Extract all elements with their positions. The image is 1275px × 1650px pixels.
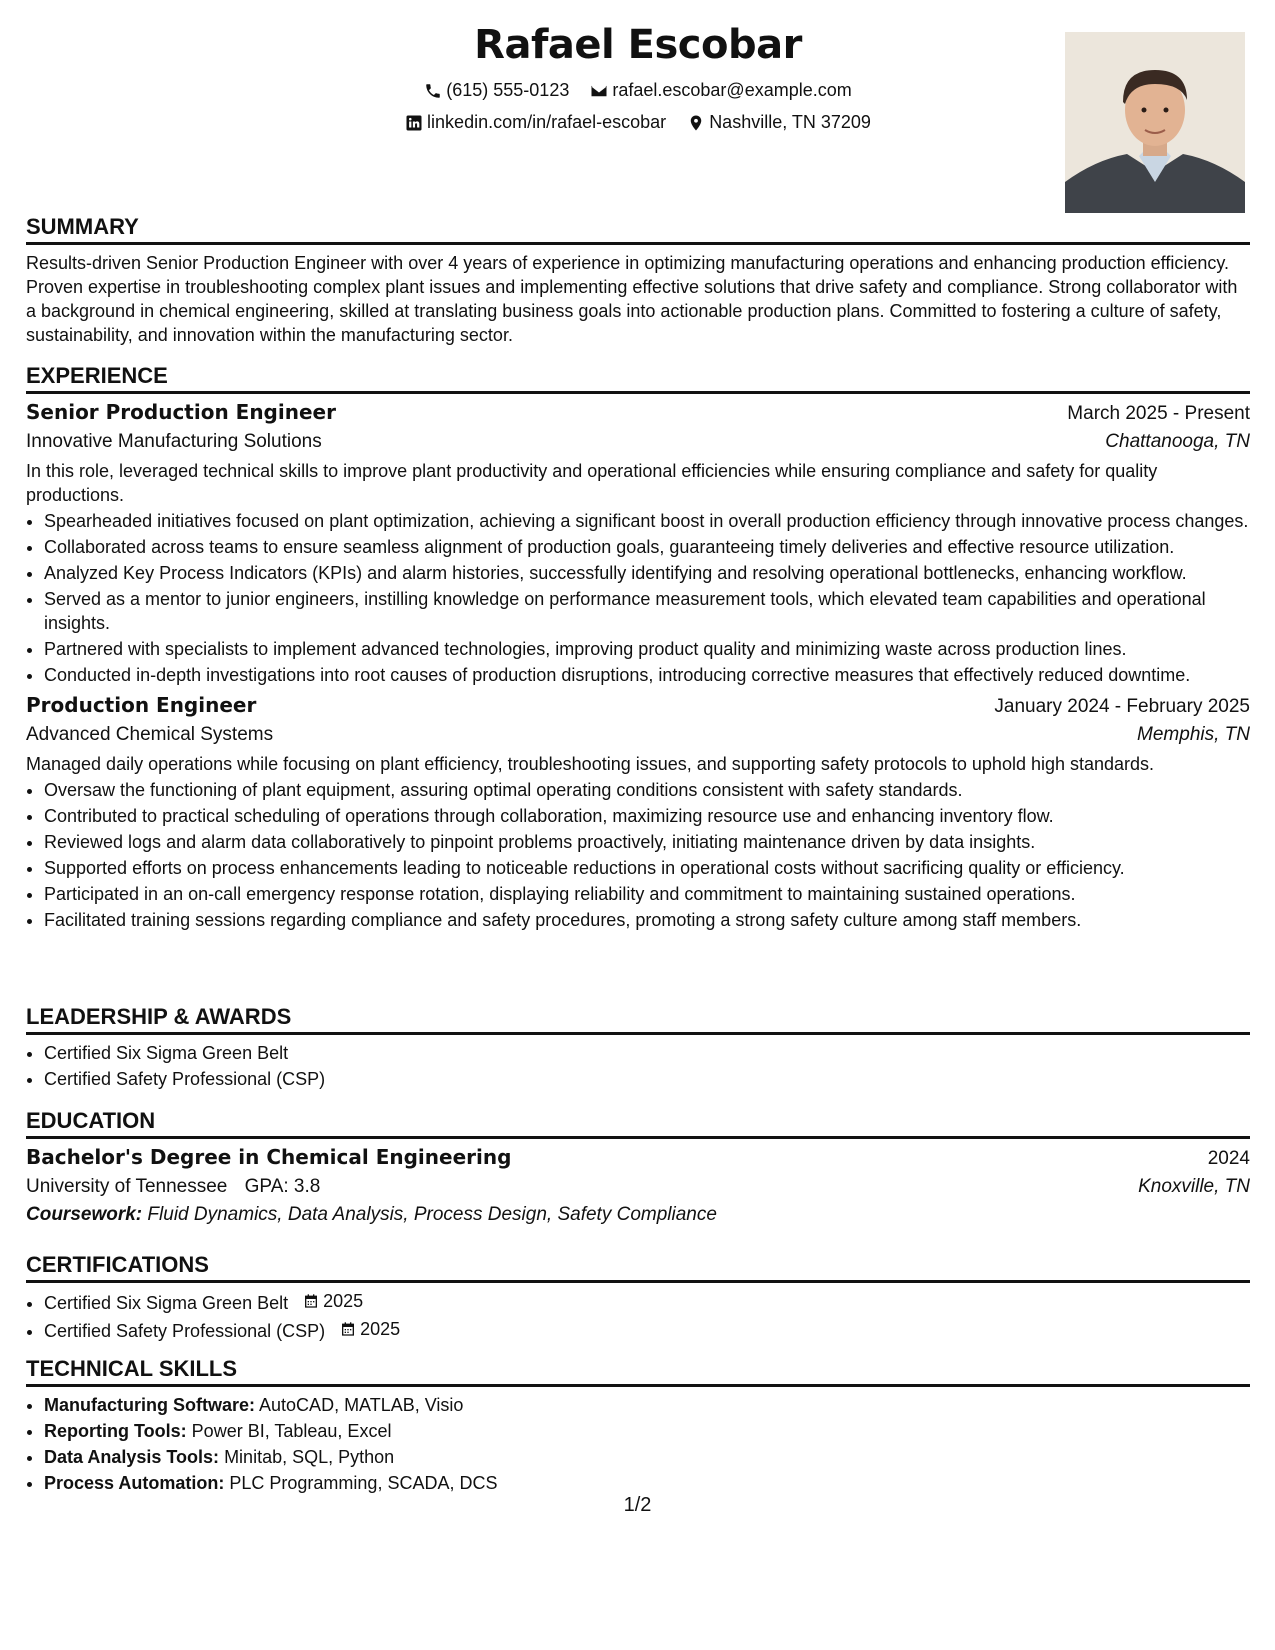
candidate-name: Rafael Escobar	[474, 22, 802, 68]
list-item: • Contributed to practical scheduling of operations through collaboration, maximizing resource use and enhancing inventory flow.	[44, 804, 1250, 828]
list-item	[44, 1317, 1250, 1343]
page-number: 1/2	[623, 1494, 652, 1516]
school-location: Knoxville, TN	[1138, 1176, 1250, 1197]
list-item: • Supported efforts on process enhancements leading to noticeable reductions in operational costs without sacrificing quality or efficiency.	[44, 856, 1250, 880]
list-item: • Spearheaded initiatives focused on plant optimization, achieving a significant boost in overall production efficiency through innovative process changes.	[44, 509, 1250, 533]
list-item: • Oversaw the functioning of plant equipment, assuring optimal operating conditions consistent with safety standards.	[44, 778, 1250, 802]
list-item: • Certified Safety Professional (CSP)	[44, 1067, 1250, 1091]
education-heading: EDUCATION	[26, 1108, 1250, 1139]
certification-year: 2025	[360, 1319, 401, 1339]
profile-portrait-image	[1065, 32, 1245, 213]
job-title: Senior Production Engineer	[26, 400, 336, 424]
job-title: Production Engineer	[26, 693, 257, 717]
company-name: Advanced Chemical Systems	[26, 724, 274, 745]
skill-category: Manufacturing Software:	[44, 1395, 256, 1415]
skills-heading: TECHNICAL SKILLS	[26, 1356, 1250, 1387]
job-location: Chattanooga, TN	[1105, 431, 1250, 452]
experience-section	[26, 363, 1250, 934]
awards-section	[26, 1004, 1250, 1093]
coursework-list: Fluid Dynamics, Data Analysis, Process Design, Safety Compliance	[147, 1204, 717, 1225]
list-item	[44, 1289, 1250, 1315]
calendar-icon	[340, 1321, 356, 1337]
skills-list	[26, 1393, 1250, 1495]
skill-category: Data Analysis Tools:	[44, 1447, 220, 1467]
job-description: Managed daily operations while focusing on plant efficiency, troubleshooting issues, and supporting safety protocols to uphold high standards.	[26, 754, 1155, 774]
location-text: Nashville, TN 37209	[709, 112, 871, 132]
phone-icon	[424, 82, 442, 100]
profile-photo	[1065, 32, 1245, 213]
job-description: In this role, leveraged technical skills to improve plant productivity and operational efficiencies while ensuring compliance and safety for quality productions.	[26, 461, 1158, 505]
list-item: • Certified Six Sigma Green Belt	[44, 1041, 1250, 1065]
linkedin-icon	[405, 114, 423, 132]
skill-values: Minitab, SQL, Python	[224, 1447, 395, 1467]
calendar-icon	[303, 1293, 319, 1309]
gpa-text: GPA: 3.8	[244, 1176, 321, 1197]
coursework-label: Coursework:	[26, 1204, 143, 1225]
skill-values: PLC Programming, SCADA, DCS	[229, 1473, 498, 1493]
list-item: • Facilitated training sessions regarding compliance and safety procedures, promoting a strong safety culture among staff members.	[44, 908, 1250, 932]
job-entry	[26, 693, 1250, 932]
email-contact[interactable]	[590, 80, 851, 101]
list-item: • Conducted in-depth investigations into root causes of production disruptions, introducing corrective measures that effectively reduced downtime.	[44, 663, 1250, 687]
envelope-icon	[590, 82, 608, 100]
linkedin-contact[interactable]	[405, 112, 666, 133]
list-item: • Collaborated across teams to ensure seamless alignment of production goals, guaranteeing timely deliveries and effective resource utilization.	[44, 535, 1250, 559]
job-entry	[26, 400, 1250, 687]
job-bullets	[26, 509, 1250, 687]
map-pin-icon	[687, 114, 705, 132]
list-item	[44, 1471, 1250, 1495]
certification-year: 2025	[323, 1291, 364, 1311]
skill-category: Reporting Tools:	[44, 1421, 187, 1441]
list-item: • Participated in an on-call emergency response rotation, displaying reliability and commitment to maintaining sustained operations.	[44, 882, 1250, 906]
coursework-line	[26, 1204, 1250, 1226]
skill-category: Process Automation:	[44, 1473, 225, 1493]
awards-list	[26, 1041, 1250, 1091]
phone-number: (615) 555-0123	[446, 80, 570, 100]
awards-heading: LEADERSHIP & AWARDS	[26, 1004, 1250, 1035]
school-name: University of Tennessee	[26, 1176, 228, 1197]
certifications-section	[26, 1252, 1250, 1345]
phone-contact	[424, 80, 569, 101]
certifications-list	[26, 1289, 1250, 1343]
list-item	[44, 1419, 1250, 1443]
list-item: • Analyzed Key Process Indicators (KPIs) and alarm histories, successfully identifying and resolving operational bottlenecks, enhancing workflow.	[44, 561, 1250, 585]
list-item: • Partnered with specialists to implement advanced technologies, improving product quality and minimizing waste across production lines.	[44, 637, 1250, 661]
certifications-heading: CERTIFICATIONS	[26, 1252, 1250, 1283]
certification-name: Certified Safety Professional (CSP)	[44, 1321, 326, 1341]
degree-name: Bachelor's Degree in Chemical Engineering	[26, 1145, 512, 1169]
company-name: Innovative Manufacturing Solutions	[26, 431, 322, 452]
job-dates: January 2024 - February 2025	[994, 696, 1250, 717]
graduation-year: 2024	[1207, 1148, 1250, 1169]
list-item: • Reviewed logs and alarm data collaboratively to pinpoint problems proactively, initiating maintenance driven by data insights.	[44, 830, 1250, 854]
resume-header	[26, 0, 1250, 220]
skill-values: AutoCAD, MATLAB, Visio	[259, 1395, 464, 1415]
skill-values: Power BI, Tableau, Excel	[191, 1421, 392, 1441]
experience-heading: EXPERIENCE	[26, 363, 1250, 394]
list-item	[44, 1393, 1250, 1417]
list-item	[44, 1445, 1250, 1469]
skills-section	[26, 1356, 1250, 1497]
certification-name: Certified Six Sigma Green Belt	[44, 1293, 289, 1313]
summary-heading: SUMMARY	[26, 214, 1250, 245]
list-item: • Served as a mentor to junior engineers, instilling knowledge on performance measurement tools, which elevated team capabilities and operational insights.	[44, 587, 1250, 635]
job-location: Memphis, TN	[1137, 724, 1250, 745]
location-contact	[687, 112, 871, 133]
summary-section	[26, 214, 1250, 347]
job-dates: March 2025 - Present	[1067, 403, 1250, 424]
summary-text: Results-driven Senior Production Engineer with over 4 years of experience in optimizing manufacturing operations and enhancing production efficiency. Proven expertise in troubleshooting complex plant issues and implementing effective solutions that drive safety and compliance. Strong collaborator with a background in chemical engineering, skilled at translating business goals into actionable production plans. Committed to fostering a culture of safety, sustainability, and innovation within the manufacturing sector.	[26, 253, 1238, 345]
job-bullets	[26, 778, 1250, 932]
linkedin-url[interactable]: linkedin.com/in/rafael-escobar	[427, 112, 667, 132]
education-section	[26, 1108, 1250, 1226]
email-address[interactable]: rafael.escobar@example.com	[612, 80, 852, 100]
resume-page	[26, 0, 1250, 1493]
